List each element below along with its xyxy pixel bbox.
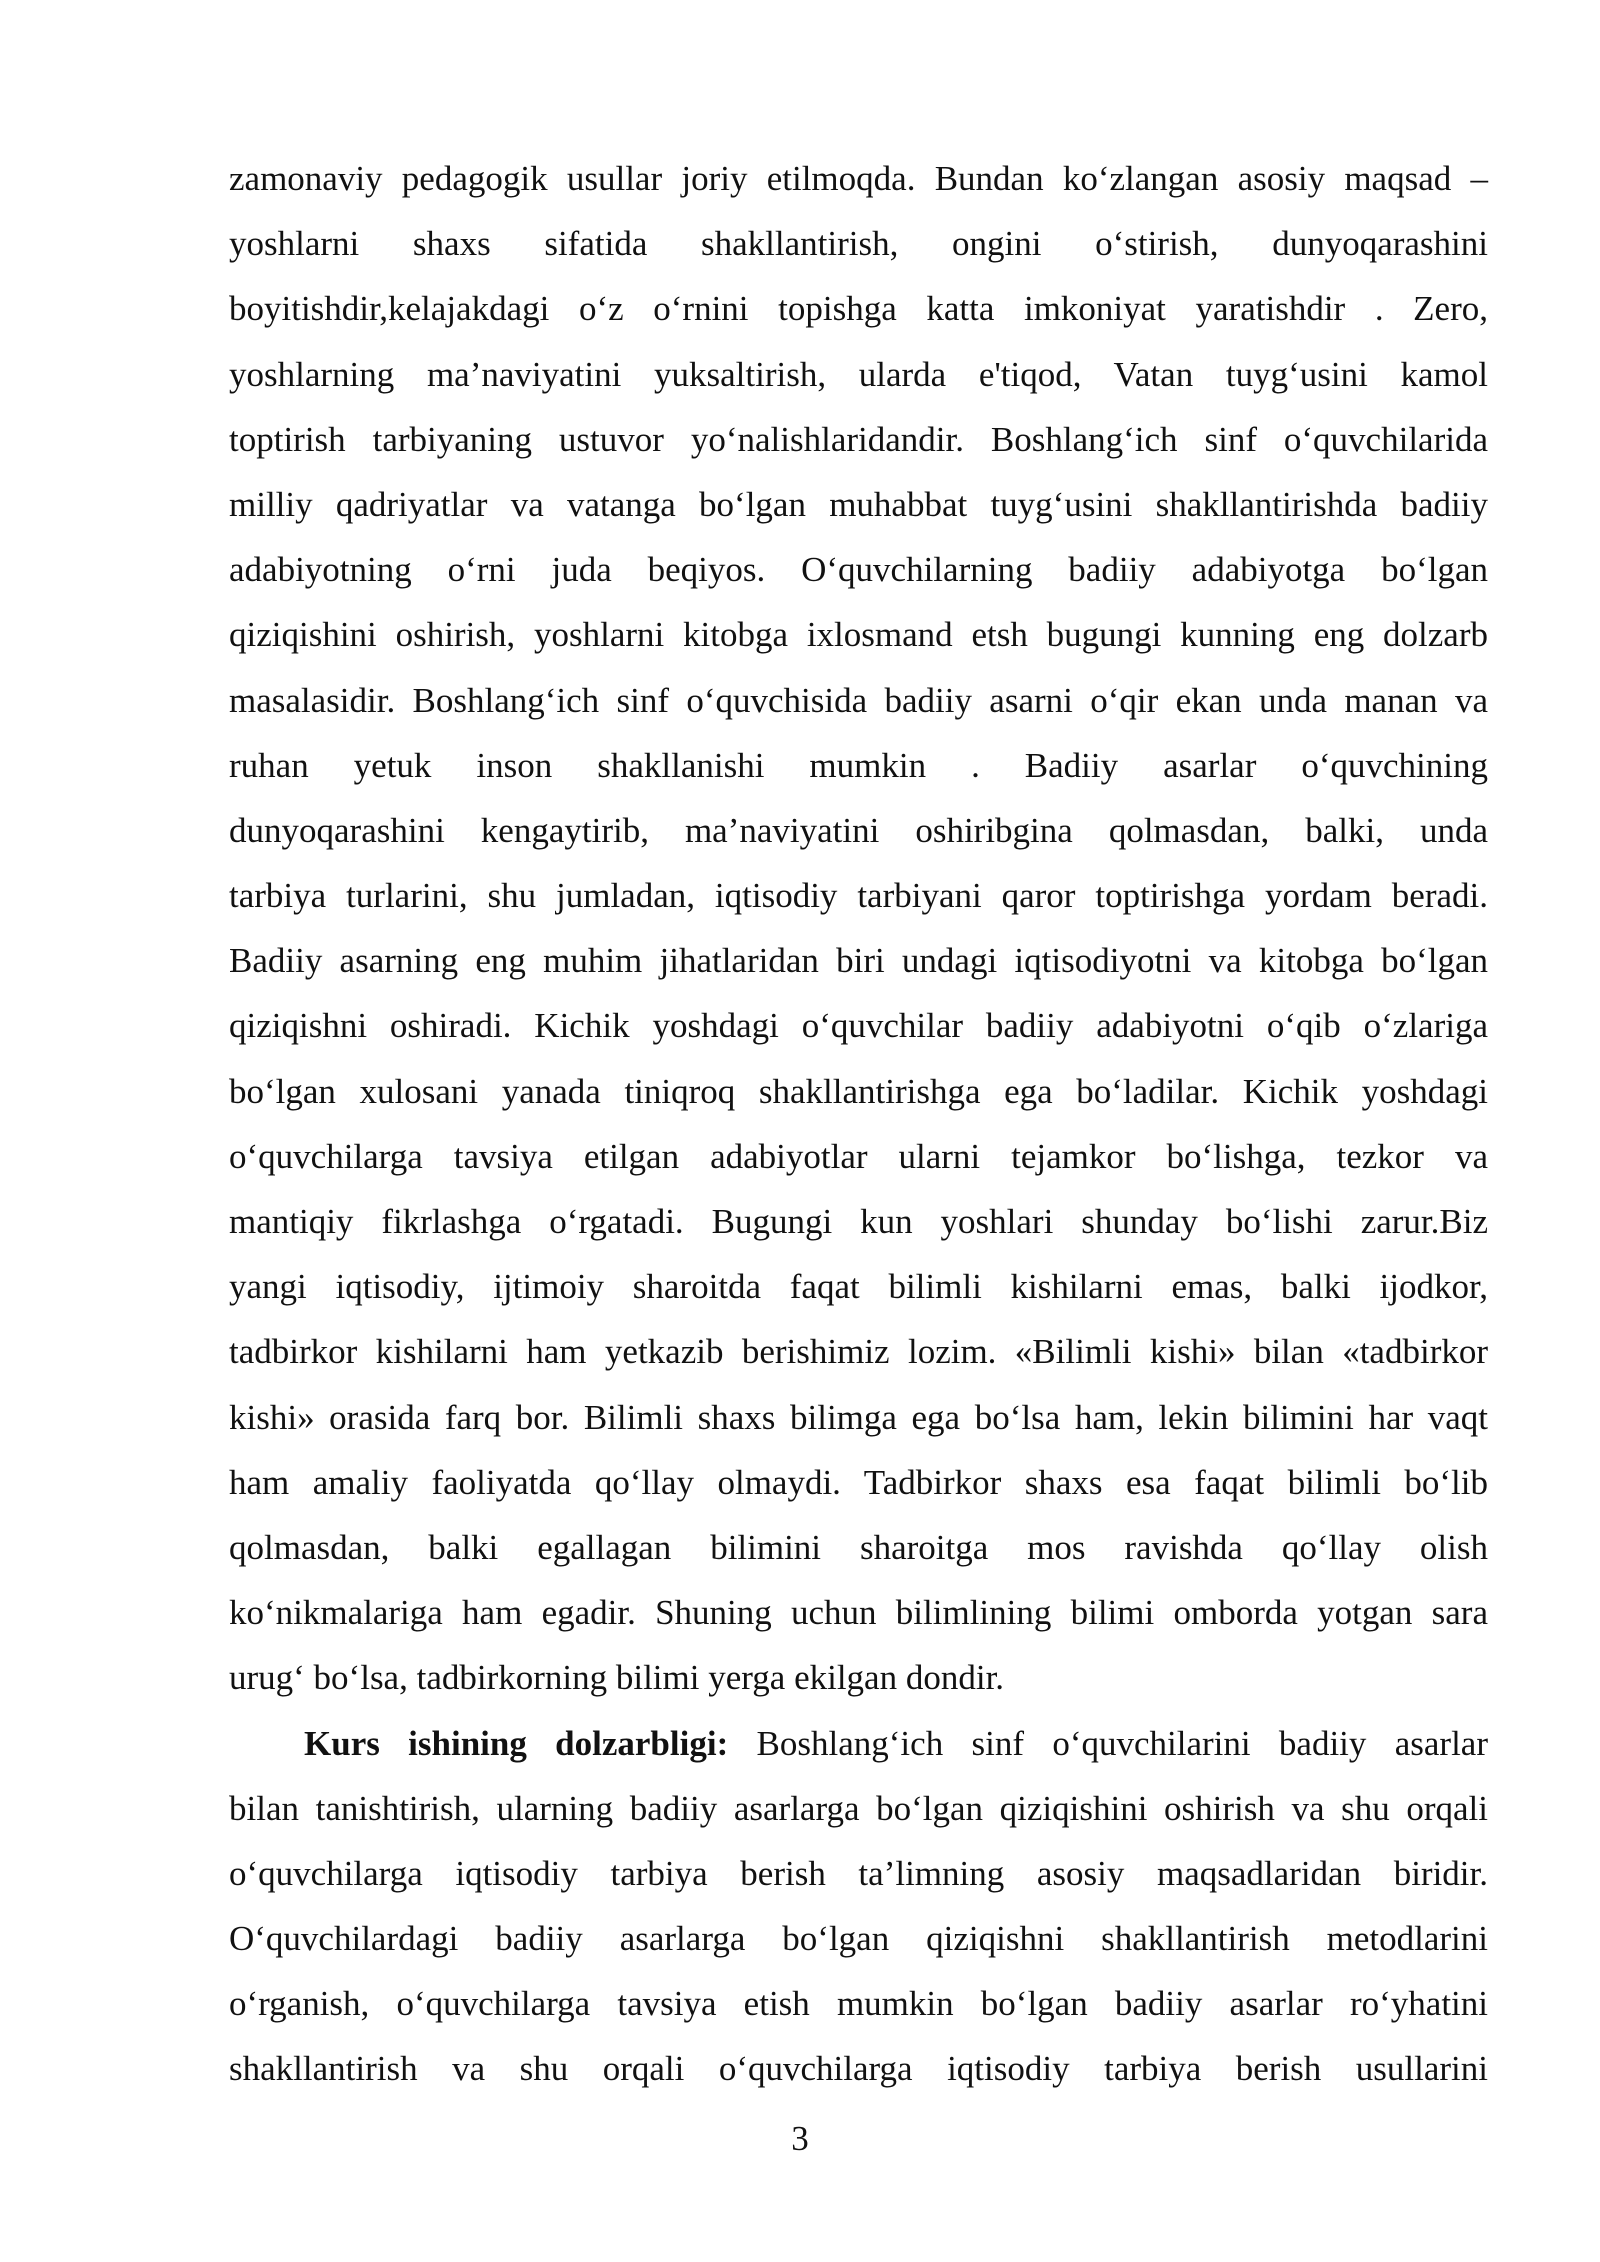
text-line: mantiqiy fikrlashga o‘rgatadi. Bugungi kun yoshlari shunday bo‘lishi zarur.Biz bbox=[229, 1202, 1488, 1241]
text-line: o‘quvchilarga iqtisodiy tarbiya berish ta’limning asosiy maqsadlaridan biridir. bbox=[229, 1853, 1488, 1893]
page-number: 3 bbox=[791, 2119, 809, 2158]
text-line: dunyoqarashini kengaytirib, ma’naviyatini oshiribgina qolmasdan, balki, unda bbox=[229, 810, 1488, 850]
text-line: yoshlarning ma’naviyatini yuksaltirish, ularda e'tiqod, Vatan tuyg‘usini kamol bbox=[229, 354, 1488, 394]
section-heading-inline: Kurs ishining dolzarbligi: bbox=[304, 1723, 729, 1763]
text-line: o‘quvchilarga tavsiya etilgan adabiyotlar ularni tejamkor bo‘lishga, tezkor va bbox=[229, 1136, 1488, 1176]
text-line: toptirish tarbiyaning ustuvor yo‘nalishlaridandir. Boshlang‘ich sinf o‘quvchilarida bbox=[229, 419, 1488, 459]
text-line: bo‘lgan xulosani yanada tiniqroq shakllantirishga ega bo‘ladilar. Kichik yoshdagi bbox=[229, 1071, 1488, 1111]
text-line: bilan tanishtirish, ularning badiiy asarlarga bo‘lgan qiziqishini oshirish va shu orqali bbox=[229, 1788, 1488, 1828]
text-line: urug‘ bo‘lsa, tadbirkorning bilimi yerga ekilgan dondir. bbox=[229, 1658, 1005, 1698]
text-line: ruhan yetuk inson shakllanishi mumkin . Badiiy asarlar o‘quvchining bbox=[229, 745, 1488, 785]
text-line: boyitishdir,kelajakdagi o‘z o‘rnini topishga katta imkoniyat yaratishdir . Zero, bbox=[229, 289, 1488, 329]
text-line: zamonaviy pedagogik usullar joriy etilmoqda. Bundan ko‘zlangan asosiy maqsad – bbox=[229, 159, 1488, 198]
text-line: shakllantirish va shu orqali o‘quvchilarga iqtisodiy tarbiya berish usullarini bbox=[229, 2049, 1488, 2089]
text-line: qiziqishni oshiradi. Kichik yoshdagi o‘quvchilar badiiy adabiyotni o‘qib o‘zlariga bbox=[229, 1006, 1488, 1046]
text-line: adabiyotning o‘rni juda beqiyos. O‘quvchilarning badiiy adabiyotga bo‘lgan bbox=[229, 550, 1488, 590]
paragraph-2 bbox=[229, 1711, 1488, 2102]
text-line: ko‘nikmalariga ham egadir. Shuning uchun bilimlining bilimi omborda yotgan sara bbox=[229, 1593, 1488, 1633]
text-line: qiziqishini oshirish, yoshlarni kitobga ixlosmand etsh bugungi kunning eng dolzarb bbox=[229, 615, 1488, 655]
text-line: tadbirkor kishilarni ham yetkazib berishimiz lozim. «Bilimli kishi» bilan «tadbirkor bbox=[229, 1332, 1488, 1372]
text-line: milliy qadriyatlar va vatanga bo‘lgan muhabbat tuyg‘usini shakllantirishda badiiy bbox=[229, 484, 1488, 524]
text-line: o‘rganish, o‘quvchilarga tavsiya etish mumkin bo‘lgan badiiy asarlar ro‘yhatini bbox=[229, 1984, 1488, 2024]
text-line: Badiiy asarning eng muhim jihatlaridan biri undagi iqtisodiyotni va kitobga bo‘lgan bbox=[229, 941, 1488, 981]
text-line: masalasidir. Boshlang‘ich sinf o‘quvchisida badiiy asarni o‘qir ekan unda manan va bbox=[229, 680, 1488, 720]
text-line: yangi iqtisodiy, ijtimoiy sharoitda faqat bilimli kishilarni emas, balki ijodkor, bbox=[229, 1267, 1488, 1307]
text-run: Boshlang‘ich sinf o‘quvchilarini badiiy asarlar bbox=[728, 1723, 1488, 1763]
text-line: qolmasdan, balki egallagan bilimini sharoitga mos ravishda qo‘llay olish bbox=[229, 1527, 1488, 1567]
body-text bbox=[229, 146, 1488, 2102]
text-line bbox=[229, 1711, 1488, 1776]
paragraph-1 bbox=[229, 146, 1488, 1711]
text-line: tarbiya turlarini, shu jumladan, iqtisodiy tarbiyani qaror toptirishga yordam beradi. bbox=[229, 876, 1488, 916]
text-line: ham amaliy faoliyatda qo‘llay olmaydi. Tadbirkor shaxs esa faqat bilimli bo‘lib bbox=[229, 1462, 1488, 1502]
text-line: kishi» orasida farq bor. Bilimli shaxs bilimga ega bo‘lsa ham, lekin bilimini har vaqt bbox=[229, 1397, 1488, 1437]
text-line: yoshlarni shaxs sifatida shakllantirish, ongini o‘stirish, dunyoqarashini bbox=[229, 224, 1488, 264]
text-line: O‘quvchilardagi badiiy asarlarga bo‘lgan qiziqishni shakllantirish metodlarini bbox=[229, 1919, 1488, 1959]
